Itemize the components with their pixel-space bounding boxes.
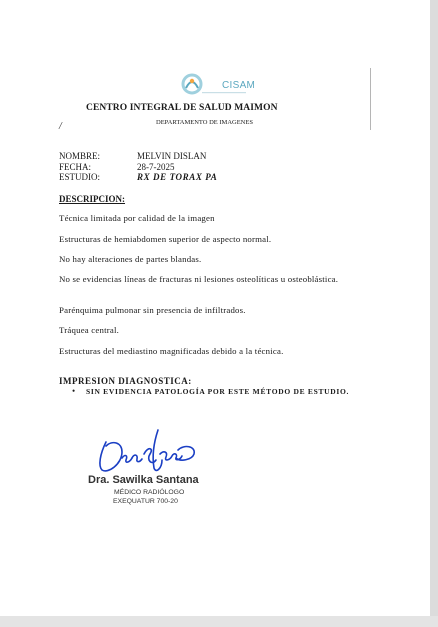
handwritten-signature [92,424,204,476]
study-label: ESTUDIO: [59,172,100,182]
date-label: FECHA: [59,162,92,172]
bullet-icon: • [72,386,76,396]
description-paragraph: Tráquea central. [59,325,120,335]
description-title: DESCRIPCION: [59,194,126,204]
margin-divider [370,68,371,130]
department-name: DEPARTAMENTO DE IMAGENES [156,119,253,126]
text-cursor-mark: / [59,121,62,132]
impression-bullet: SIN EVIDENCIA PATOLOGÍA POR ESTE MÉTODO DE ESTUDIO. [86,387,350,396]
doctor-name: Dra. Sawilka Santana [88,474,199,486]
window-bottom-edge [0,616,438,627]
name-value: MELVIN DISLAN [137,151,207,161]
description-paragraph: No hay alteraciones de partes blandas. [59,254,202,264]
date-value: 28-7-2025 [137,162,175,172]
doctor-title: MÉDICO RADIÓLOGO [114,489,185,496]
description-paragraph: Estructuras de hemiabdomen superior de aspecto normal. [59,234,272,244]
description-paragraph: Técnica limitada por calidad de la imagen [59,213,215,223]
description-paragraph: No se evidencias líneas de fracturas ni lesiones osteolíticas u osteoblástica. [59,274,339,284]
doctor-exequatur: EXEQUATUR 700-20 [113,498,178,505]
name-label: NOMBRE: [59,151,101,161]
study-value: RX DE TORAX PA [137,172,218,182]
window-edge [430,0,438,627]
impression-title: IMPRESION DIAGNOSTICA: [59,376,192,386]
description-paragraph: Parénquima pulmonar sin presencia de infiltrados. [59,305,246,315]
description-paragraph: Estructuras del mediastino magnificadas debido a la técnica. [59,346,284,356]
center-name: CENTRO INTEGRAL DE SALUD MAIMON [86,103,278,113]
logo-text: CISAM [222,80,256,91]
